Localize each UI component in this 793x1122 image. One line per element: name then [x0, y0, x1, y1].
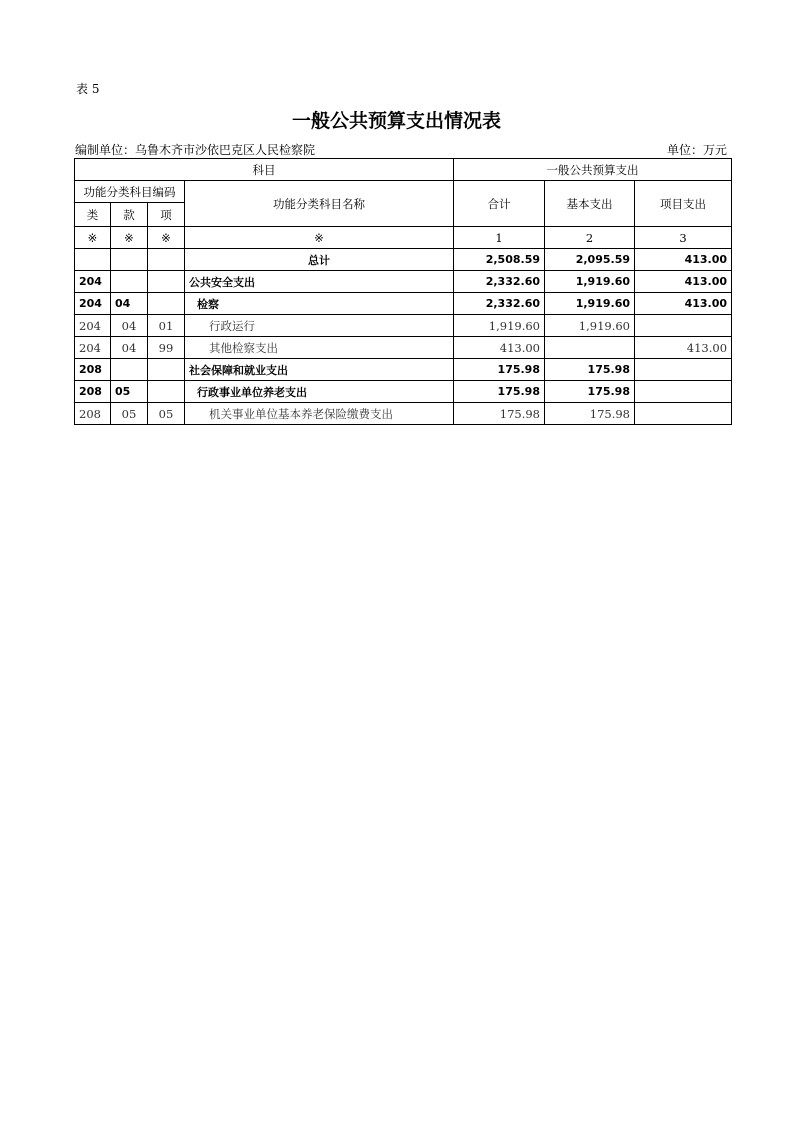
- project-value: [635, 359, 732, 381]
- code-xiang: [148, 293, 185, 315]
- code-xiang: [148, 359, 185, 381]
- mark-name: ※: [185, 227, 454, 249]
- project-value: [635, 403, 732, 425]
- mark-kuan: ※: [111, 227, 148, 249]
- code-lei: 208: [75, 403, 111, 425]
- code-lei: 204: [75, 271, 111, 293]
- table-row: [75, 381, 732, 403]
- code-kuan: [111, 271, 148, 293]
- compiling-unit: 编制单位：乌鲁木齐市沙依巴克区人民检察院: [75, 143, 316, 157]
- basic-value: 175.98: [545, 381, 635, 403]
- code-lei: 204: [75, 337, 111, 359]
- func-name-header: 功能分类科目名称: [185, 181, 454, 227]
- basic-value: 2,095.59: [545, 249, 635, 271]
- budget-expense-table: [74, 158, 732, 425]
- code-lei: 208: [75, 381, 111, 403]
- project-value: 413.00: [635, 293, 732, 315]
- table-number: 表 5: [76, 82, 100, 96]
- code-lei: 208: [75, 359, 111, 381]
- mark-lei: ※: [75, 227, 111, 249]
- code-xiang: [148, 271, 185, 293]
- total-value: 1,919.60: [454, 315, 545, 337]
- header-row-1: [75, 159, 732, 181]
- basic-value: [545, 337, 635, 359]
- kuan-header: 款: [111, 203, 148, 227]
- project-value: 413.00: [635, 337, 732, 359]
- project-value: [635, 381, 732, 403]
- subject-name: 检察: [185, 293, 454, 315]
- project-header: 项目支出: [635, 181, 732, 227]
- subject-name: 机关事业单位基本养老保险缴费支出: [185, 403, 454, 425]
- total-value: 175.98: [454, 359, 545, 381]
- project-value: 413.00: [635, 271, 732, 293]
- code-xiang: 05: [148, 403, 185, 425]
- total-value: 175.98: [454, 381, 545, 403]
- total-value: 2,508.59: [454, 249, 545, 271]
- code-lei: [75, 249, 111, 271]
- code-xiang: [148, 249, 185, 271]
- basic-value: 175.98: [545, 403, 635, 425]
- subject-name: 公共安全支出: [185, 271, 454, 293]
- header-row-4: [75, 227, 732, 249]
- total-value: 2,332.60: [454, 271, 545, 293]
- basic-value: 1,919.60: [545, 271, 635, 293]
- code-kuan: 05: [111, 381, 148, 403]
- code-kuan: 04: [111, 315, 148, 337]
- col-no-3: 3: [635, 227, 732, 249]
- subject-name: 总计: [185, 249, 454, 271]
- basic-value: 1,919.60: [545, 315, 635, 337]
- table-row: [75, 403, 732, 425]
- basic-value: 175.98: [545, 359, 635, 381]
- code-lei: 204: [75, 293, 111, 315]
- table-row: [75, 315, 732, 337]
- subject-name: 其他检察支出: [185, 337, 454, 359]
- code-kuan: [111, 249, 148, 271]
- code-kuan: 05: [111, 403, 148, 425]
- code-xiang: 01: [148, 315, 185, 337]
- table-row: [75, 249, 732, 271]
- basic-value: 1,919.60: [545, 293, 635, 315]
- table-row: [75, 293, 732, 315]
- budget-expense-header: 一般公共预算支出: [454, 159, 732, 181]
- subject-header: 科目: [75, 159, 454, 181]
- code-kuan: 04: [111, 293, 148, 315]
- total-value: 175.98: [454, 403, 545, 425]
- table-row: [75, 359, 732, 381]
- code-kuan: 04: [111, 337, 148, 359]
- code-xiang: 99: [148, 337, 185, 359]
- total-value: 2,332.60: [454, 293, 545, 315]
- xiang-header: 项: [148, 203, 185, 227]
- func-code-header: 功能分类科目编码: [75, 181, 185, 203]
- page-title: 一般公共预算支出情况表: [291, 110, 501, 132]
- subject-name: 行政运行: [185, 315, 454, 337]
- subject-name: 社会保障和就业支出: [185, 359, 454, 381]
- col-no-2: 2: [545, 227, 635, 249]
- lei-header: 类: [75, 203, 111, 227]
- table-row: [75, 271, 732, 293]
- total-value: 413.00: [454, 337, 545, 359]
- code-lei: 204: [75, 315, 111, 337]
- basic-header: 基本支出: [545, 181, 635, 227]
- subject-name: 行政事业单位养老支出: [185, 381, 454, 403]
- project-value: 413.00: [635, 249, 732, 271]
- total-header: 合计: [454, 181, 545, 227]
- project-value: [635, 315, 732, 337]
- header-row-2: [75, 181, 732, 203]
- code-kuan: [111, 359, 148, 381]
- money-unit: 单位：万元: [666, 143, 727, 157]
- code-xiang: [148, 381, 185, 403]
- mark-xiang: ※: [148, 227, 185, 249]
- col-no-1: 1: [454, 227, 545, 249]
- table-row: [75, 337, 732, 359]
